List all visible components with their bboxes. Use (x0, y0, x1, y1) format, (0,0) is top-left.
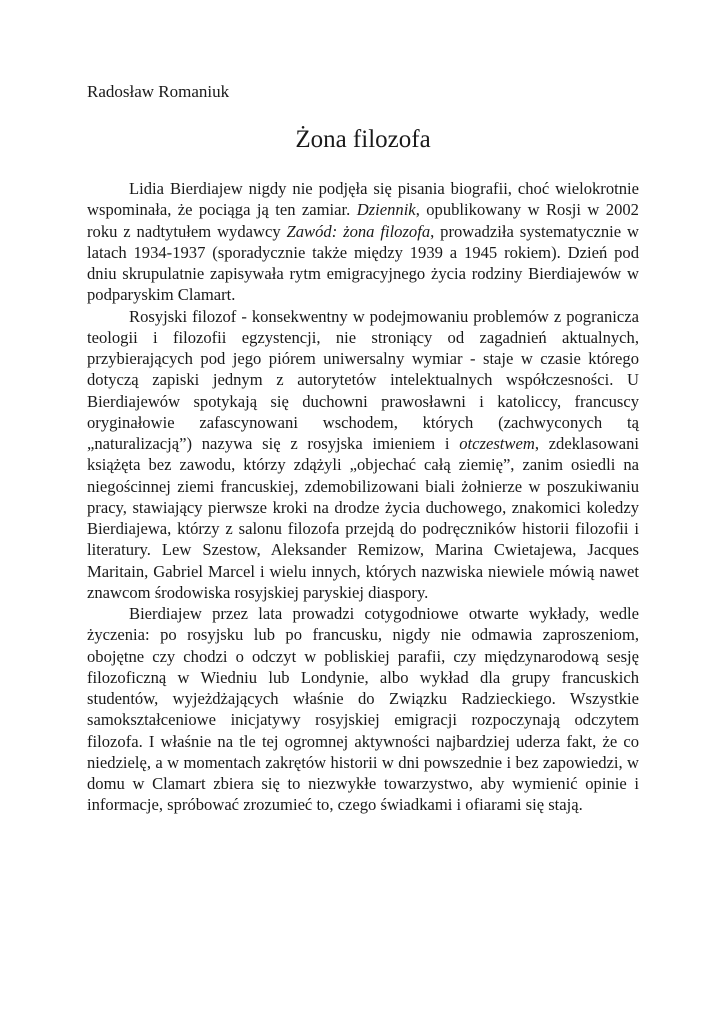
italic-book-title: Zawód: żona filozofa (286, 221, 431, 241)
paragraph-2-text-a: Rosyjski filozof - konsekwentny w podejmowaniu problemów z pogranicza teologii i filozofii egzystencji, nie stroniący od zagadnień aktualnych, przybierających pod jego piórem uniwersalny wymiar - staje w czasie którego dotyczą zapiski jednym z autorytetów intelektualnych współczesności. U Bierdiajewów spotykają się duchowni prawosławni i katoliccy, francuscy oryginałowie zafascynowani wschodem, których (zachwyconych tą „naturalizacją”) nazywa się z rosyjska imieniem i (87, 306, 639, 453)
paragraph-1 (87, 178, 639, 306)
italic-dziennik: Dziennik (356, 200, 416, 220)
italic-otczestwem: otczestwem (459, 434, 535, 453)
paragraph-3: Bierdiajew przez lata prowadzi cotygodniowe otwarte wykłady, wedle życzenia: po rosyjsku lub po francusku, nigdy nie odmawia zaproszeniom, obojętne czy chodzi o odczyt w pobliskiej parafii, czy międzynarodową sesję filozoficzną w Wiedniu lub Londynie, albo wykład dla grupy francuskich studentów, wyjeżdżających właśnie do Związku Radzieckiego. Wszystkie samokształceniowe inicjatywy rosyjskiej emigracji rozpoczynają odczytem filozofa. I właśnie na tle tej ogromnej aktywności najbardziej uderza fakt, że co niedzielę, a w momentach zakrętów historii w dni powszednie i bez zapowiedzi, w domu w Clamart zbiera się to niezwykłe towarzystwo, aby wymienić opinie i informacje, spróbować zrozumieć to, czego świadkami i ofiarami się stają. (87, 604, 639, 815)
paragraph-1-text-c: , prowadziła systematycznie w latach 1934-1937 (sporadycznie także między 1939 a 1945 rokiem). Dzień pod dniu skrupulatnie zapisywała rytm emigracyjnego życia rodziny Bierdiajewów w podparyskim Clamart. (87, 221, 639, 305)
paragraph-1-text-b: , opublikowany w Rosji w 2002 roku z nadtytułem wydawcy (87, 200, 639, 241)
document-page (87, 80, 639, 816)
paragraph-1-text-a: Lidia Bierdiajew nigdy nie podjęła się pisania biografii, choć wielokrotnie wspominała, że pociąga ją ten zamiar. (87, 179, 639, 220)
paragraph-2-text-b: , zdeklasowani książęta bez zawodu, którzy zdążyli „objechać całą ziemię”, zanim osiedli na niegościnnej ziemi francuskiej, zdemobilizowani biali żołnierze w poszukiwaniu pracy, stawiający pierwsze kroki na drodze życia duchowego, znakomici koledzy Bierdiajewa, którzy z salonu filozofa przejdą do podręczników historii filozofii i literatury. Lew Szestow, Aleksander Remizow, Marina Cwietajewa, Jacques Maritain, Gabriel Marcel i wielu innych, których nazwiska niewiele mówią nawet znawcom środowiska rosyjskiej paryskiej diaspory. (87, 434, 640, 602)
author-name: Radosław Romaniuk (87, 82, 230, 101)
paragraph-2 (87, 306, 639, 604)
document-title: Żona filozofa (295, 126, 431, 153)
